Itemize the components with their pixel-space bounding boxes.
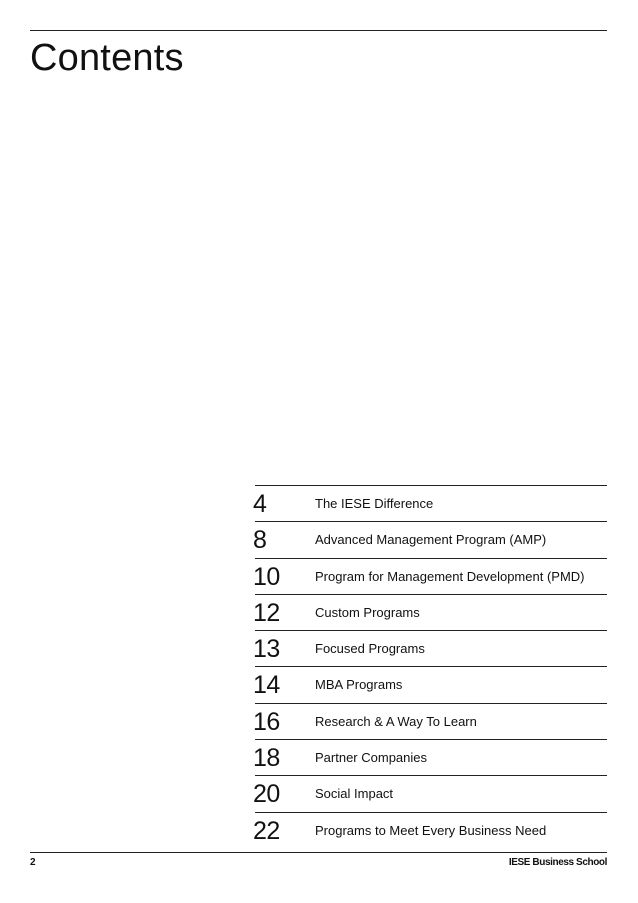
toc-page-number: 4 bbox=[253, 490, 267, 518]
toc-entry-label: Programs to Meet Every Business Need bbox=[315, 822, 547, 838]
toc-page-number: 20 bbox=[253, 780, 280, 809]
toc-entry[interactable] bbox=[255, 594, 607, 630]
toc-page-number: 14 bbox=[253, 671, 280, 700]
table-of-contents bbox=[255, 485, 607, 848]
toc-page-number: 13 bbox=[253, 635, 280, 664]
toc-entry[interactable] bbox=[255, 812, 607, 848]
footer-brand: IESE Business School bbox=[508, 857, 607, 868]
toc-entry-label: The IESE Difference bbox=[315, 496, 434, 511]
toc-entry-label: Research & A Way To Learn bbox=[315, 713, 477, 729]
toc-page-number: 12 bbox=[253, 598, 280, 627]
toc-page-number: 8 bbox=[253, 526, 267, 555]
footer-divider bbox=[30, 852, 607, 853]
toc-entry-label: Partner Companies bbox=[315, 750, 427, 766]
toc-entry[interactable] bbox=[255, 666, 607, 702]
toc-entry[interactable] bbox=[255, 558, 607, 594]
toc-page-number: 16 bbox=[253, 707, 280, 736]
toc-entry-label: Focused Programs bbox=[315, 641, 425, 657]
toc-page-number: 18 bbox=[253, 744, 280, 773]
page-title: Contents bbox=[30, 37, 184, 79]
toc-page-number: 10 bbox=[253, 562, 280, 591]
toc-entry[interactable] bbox=[255, 630, 607, 666]
toc-entry[interactable] bbox=[255, 739, 607, 775]
toc-entry-label: MBA Programs bbox=[315, 677, 403, 693]
toc-entry[interactable] bbox=[255, 775, 607, 811]
toc-entry[interactable] bbox=[255, 485, 607, 521]
toc-entry-label: Advanced Management Program (AMP) bbox=[315, 532, 547, 548]
header-divider bbox=[30, 30, 607, 31]
footer-page-number: 2 bbox=[30, 857, 36, 868]
toc-entry[interactable] bbox=[255, 521, 607, 557]
toc-entry-label: Program for Management Development (PMD) bbox=[315, 568, 585, 584]
toc-entry-label: Social Impact bbox=[315, 786, 394, 802]
toc-entry-label: Custom Programs bbox=[315, 604, 420, 620]
toc-page-number: 22 bbox=[253, 816, 280, 845]
toc-entry[interactable] bbox=[255, 703, 607, 739]
